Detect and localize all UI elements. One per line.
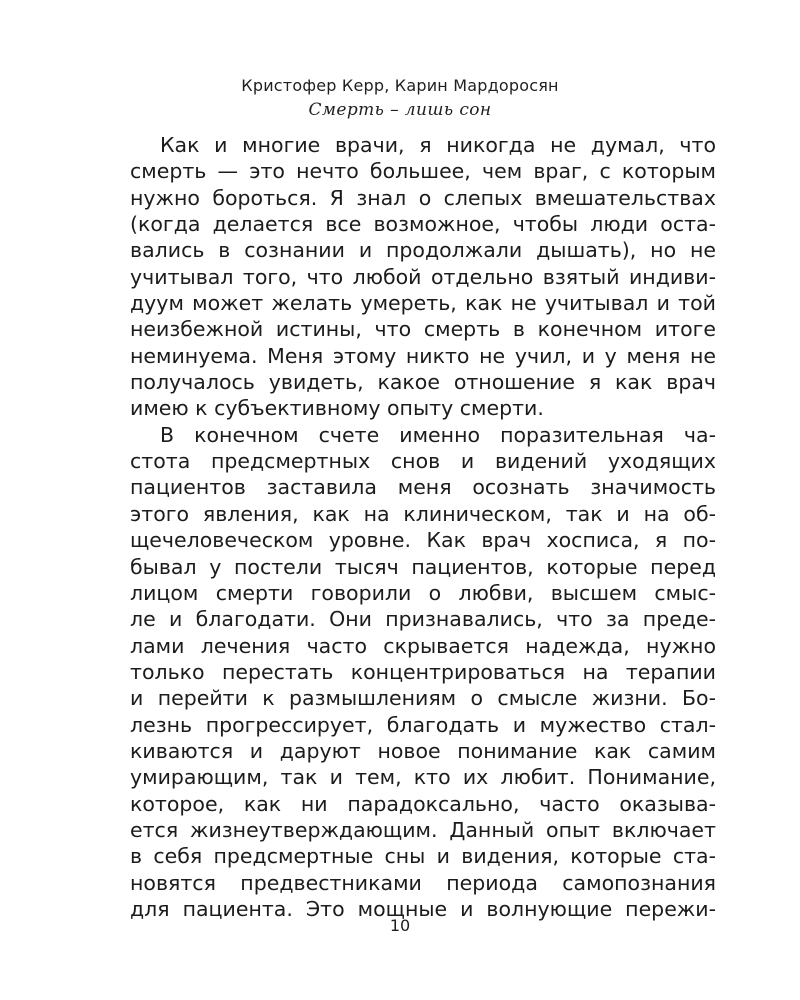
text-line: стота предсмертных снов и видений уходящих — [130, 449, 716, 474]
text-line: имею к субъективному опыту смерти. — [130, 396, 544, 421]
text-line: пациентов заставила меня осознать значимость — [130, 475, 716, 500]
text-line: и перейти к размышлениям о смысле жизни. Бо- — [130, 686, 716, 711]
header-authors: Кристофер Керр, Карин Мардоросян — [241, 76, 559, 95]
text-line: этого явления, как на клиническом, так и на об- — [130, 501, 716, 526]
text-line: В конечном счете именно поразительная ча- — [160, 422, 716, 447]
text-line: неизбежной истины, что смерть в конечном итоге — [130, 317, 716, 342]
text-line: лезнь прогрессирует, благодать и мужество стал- — [130, 712, 716, 737]
text-line: умирающим, так и тем, кто их любит. Понимание, — [130, 765, 716, 790]
text-line: лами лечения часто скрывается надежда, нужно — [130, 633, 716, 658]
text-line: которое, как ни парадоксально, часто оказыва- — [130, 791, 716, 816]
text-line: для пациента. Это мощные и волнующие пережи- — [130, 896, 716, 921]
text-line: щечеловеческом уровне. Как врач хосписа, я по- — [130, 528, 716, 553]
text-line: ле и благодати. Они признавались, что за преде- — [130, 607, 716, 632]
text-line: (когда делается все возможное, чтобы люди оста- — [130, 212, 716, 237]
text-line: новятся предвестниками периода самопознания — [130, 870, 716, 895]
text-line: учитывал того, что любой отдельно взятый индиви- — [130, 264, 716, 289]
text-line: получалось увидеть, какое отношение я как врач — [130, 370, 716, 395]
text-line: нужно бороться. Я знал о слепых вмешательствах — [130, 185, 716, 210]
text-line: смерть — это нечто большее, чем враг, с которым — [130, 159, 716, 184]
text-line: дуум может желать умереть, как не учитывал и той — [130, 291, 716, 316]
text-line: лицом смерти говорили о любви, высшем смыс- — [130, 580, 716, 605]
text-line: только перестать концентрироваться на терапии — [130, 659, 716, 684]
paragraph-2 — [130, 422, 716, 923]
text-line: киваются и даруют новое понимание как самим — [130, 738, 716, 763]
text-line: в себя предсмертные сны и видения, которые ста- — [130, 844, 716, 869]
body-text — [130, 132, 716, 922]
text-line: вались в сознании и продолжали дышать), но не — [130, 238, 716, 263]
running-header — [0, 74, 800, 122]
header-book-title: Смерть – лишь сон — [308, 100, 492, 120]
page-number: 10 — [389, 916, 411, 935]
text-line: Как и многие врачи, я никогда не думал, что — [160, 133, 716, 157]
text-line: ется жизнеутверждающим. Данный опыт включает — [130, 817, 716, 842]
paragraph-1 — [130, 132, 716, 422]
text-line: неминуема. Меня этому никто не учил, и у меня не — [130, 343, 716, 368]
text-line: бывал у постели тысяч пациентов, которые перед — [130, 554, 716, 579]
